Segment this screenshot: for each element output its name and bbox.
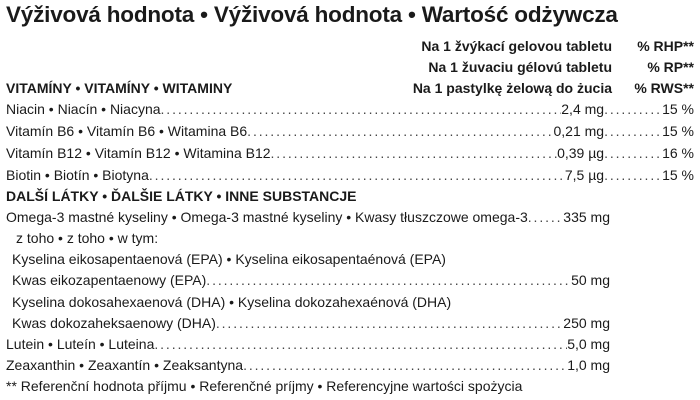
nutrient-amount: 250 mg <box>563 315 610 331</box>
leader-dots <box>161 101 562 117</box>
leader-dots <box>604 167 662 183</box>
header-row-cz <box>194 38 694 56</box>
leader-dots <box>604 145 662 161</box>
header-label: Na 1 žuvaciu gélovú tabletu <box>428 59 612 75</box>
nutrient-row <box>6 167 694 186</box>
epa-name-line1: Kyselina eikosapentaenová (EPA) • Kyselina eikosapentaénová (EPA) <box>12 251 446 267</box>
footnote: ** Referenční hodnota příjmu • Referenčné príjmy • Referencyjne wartości spożycia <box>6 378 523 394</box>
nutrient-amount: 1,0 mg <box>567 357 610 373</box>
zeaxanthin-row <box>6 357 610 376</box>
epa-row <box>12 272 610 291</box>
leader-dots <box>206 272 571 288</box>
nutrient-name: Biotin • Biotín • Biotyna <box>6 167 149 183</box>
leader-dots <box>243 357 567 373</box>
leader-dots <box>528 209 564 225</box>
nutrient-name: Kwas dokozaheksaenowy (DHA) <box>12 315 216 331</box>
header-pct: % RP** <box>647 59 694 75</box>
leader-dots <box>216 315 563 331</box>
nutrient-amount: 0,39 µg <box>557 145 605 161</box>
header-row-sk <box>194 59 694 77</box>
nutrient-name: Kwas eikozapentaenowy (EPA) <box>12 272 207 288</box>
vitamins-heading: VITAMÍNY • VITAMÍNY • WITAMINY <box>6 80 233 96</box>
lutein-row <box>6 336 610 355</box>
leader-dots <box>154 336 567 352</box>
header-pct: % RWS** <box>634 80 694 96</box>
nutrient-amount: 5,0 mg <box>567 336 610 352</box>
nutrient-amount: 2,4 mg <box>561 101 605 117</box>
other-substances-heading: DALŠÍ LÁTKY • ĎALŠIE LÁTKY • INNE SUBSTANCJE <box>6 188 357 204</box>
nutrient-name: Vitamín B12 • Vitamín B12 • Witamina B12 <box>6 145 271 161</box>
nutrient-name: Zeaxanthin • Zeaxantín • Zeaksantyna <box>6 357 244 373</box>
header-pct: % RHP** <box>637 38 694 54</box>
nutrient-name: Lutein • Luteín • Luteina <box>6 336 155 352</box>
header-label: Na 1 pastylkę żelową do żucia <box>412 80 612 96</box>
dha-name-line1: Kyselina dokosahexaenová (DHA) • Kyselina dokozahexaénová (DHA) <box>12 294 452 310</box>
nutrient-pct: 16 % <box>662 145 694 161</box>
nutrient-amount: 335 mg <box>563 209 610 225</box>
header-row-pl <box>194 80 694 98</box>
nutrient-pct: 15 % <box>662 101 694 117</box>
nutrient-amount: 50 mg <box>571 272 610 288</box>
nutrient-name: Vitamín B6 • Vitamín B6 • Witamina B6 <box>6 123 248 139</box>
omega3-row <box>6 209 610 228</box>
nutrient-row <box>6 123 694 142</box>
dha-row <box>12 315 610 334</box>
nutrient-amount: 0,21 mg <box>553 123 605 139</box>
leader-dots <box>149 167 565 183</box>
nutrient-row <box>6 145 694 164</box>
nutrient-row <box>6 101 694 120</box>
leader-dots <box>271 145 558 161</box>
nutrient-name: Omega-3 mastné kyseliny • Omega-3 mastné kyseliny • Kwasy tłuszczowe omega-3 <box>6 209 528 225</box>
nutrient-amount: 7,5 µg <box>564 167 605 183</box>
leader-dots <box>604 123 662 139</box>
leader-dots <box>604 101 662 117</box>
page-title: Výživová hodnota • Výživová hodnota • Wartość odżywcza <box>6 2 618 27</box>
nutrient-name: Niacin • Niacín • Niacyna <box>6 101 161 117</box>
nutrient-pct: 15 % <box>662 123 694 139</box>
of-which-label: z toho • z toho • w tym: <box>16 230 159 246</box>
leader-dots <box>247 123 553 139</box>
header-label: Na 1 žvýkací gelovou tabletu <box>421 38 612 54</box>
nutrient-pct: 15 % <box>662 167 694 183</box>
